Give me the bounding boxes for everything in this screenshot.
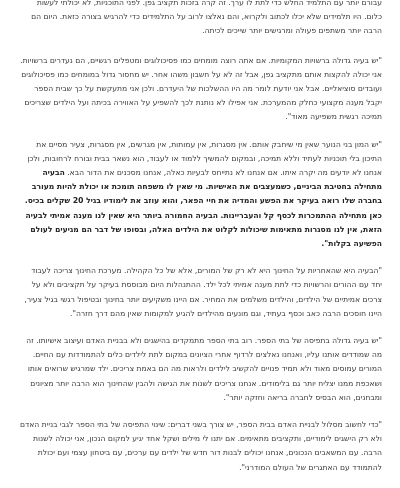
paragraph-text: "יש בעיה גדולה בתפיסה של בתי הספר. רוב בתי הספר מתמקדים בהישגים ולא בבניית האדם ועיצוב אישיותו. זה מה שמודדים אותנו עליו, ואנחנו נאלצים לרדוף אחרי הציונים במקום לתת לילדים כלים להתמודדות עם החיים. המורים עמוסים מאוד ולא תמיד פנויים להקשיב לילדים ולראות מה הם באמת צריכים. ילד שמרגיש שרואים אותו ושאכפת ממנו יצליח יותר גם בלימודים. אנחנו צריכים לשנות את הגישה ולהבין שהחינוך הוא הרבה יותר מציונים ומבחנים, הוא הבסיס לחברה בריאה וחזקה יותר". — [26, 336, 382, 402]
article-body — [18, 0, 382, 488]
paragraph-text: "הבעיה היא שהאחריות על החינוך היא לא רק של המורים, אלא של כל הקהילה. מערכת החינוך צריכה לעבוד יחד עם ההורים והרשויות כדי לתת מענה אמיתי לכל ילד. ההתנהלות היום מבוססת בעיקר על תקציבים ולא על צרכים אמיתיים של הילדים, והילדים משלמים את המחיר. אם היינו משקיעים יותר בחינוך ובטיפול רגשי בגיל צעיר, היינו חוסכים הרבה כאב וכסף בעתיד, וגם מונעים מהילדים להגיע למקומות שאין מהם דרך חזרה". — [24, 266, 382, 318]
paragraph-text: "כדי לחשוב מסלול לבניית האדם בבית הספר, יש צורך בשני דברים: שינוי התפיסה של בתי הספר לגבי בניית האדם ולא רק הישגים לימודיים, ותקציבים מתאימים. אם יתנו לי מילים ושקל אחד יגיע למקום הנכון, אני יכולה לשנות הרבה. עם המשאבים הנכונים, אנחנו יכולים לבנות דור חדש של ילדים עם ערכים, עם ביטחון עצמי ועם יכולת להתמודד עם האתגרים של העולם המודרני". — [20, 420, 382, 472]
paragraph — [18, 334, 382, 405]
paragraph-text: "יש המון בני הנוער שאין מי שיחבק אותם. אין מסגרות, אין עמותות, אין מגרשים, אין מסגרות, צעיר מסיים את התיכון בלי תוכניות לעתיד וללא תמיכה, ובמקום להמשיך ללמוד או לעבוד, הוא נשאר בבית ובורח לרחובות, ולכן אנחנו לא יודעים מה יקרה איתו. אם אנחנו לא נתייחס לבעיות כאלה, אנחנו מסכנים את הדור הבא. — [27, 139, 382, 178]
paragraph — [18, 138, 382, 252]
paragraph — [18, 54, 382, 125]
paragraph-text: עבורם יותר עם התלמיד החלש כדי לתת לו ערך. זה קרה בזכות תקציב גפן. לפני התוכניות, לא יכולתי לעשות כלום. היו תלמידים שלא יכלו לכתוב ולקרוא, והם נאלצו לרוב על התלמידים כדי להרגיש בצורה כזאת. היום הם הרבה יותר משתפים פעולה ומרגישים יותר שייכים לכיתה. — [31, 0, 382, 36]
emphasized-text: הבעיה מתחילה בחטיבת הביניים, כשמעצבים את האישיות. מי שאין לו משפחה תומכת או יכולת להיות מעורב בחברה שלו רואה בעיקר את הפשע והמדיה את חיי הפאר, והוא עוזב את לימודיו בגיל 20 שקלים בכיס. כאן מתחילה ההתמכרות לכסף קל והעבריינות. הבעיה החמורה ביותר היא שאין לנו מענה אמיתי לבעיה הזאת, אין לנו מסגרות מתאימות שיכולות לקלוט את הילדים האלה, ובסופו של דבר הם מגיעים לעולם הפשיעה בקלות". — [24, 168, 382, 249]
paragraph — [18, 0, 382, 39]
paragraph — [18, 264, 382, 321]
paragraph — [18, 418, 382, 475]
paragraph-text: "יש בעיה גדולה ברשויות המקומיות. אם אתה רוצה מומחים כמו פסיכולוגים ומטפלים רגשיים, הם נעדרים ברשויות. אני יכולה להקצות אותם מתקציב גפן, אבל זה לא על חשבון משהו אחר. יש מחסור גדול במומחים כמו פסיכולוגים ועובדים סוציאליים. אבל אני יודעת לומר מה היו ההשלכות של היעדרם. ולכן אני מתעקשת על כך שבית הספר יקבל מענה מקצועי כחלק מהמערכת. אני אפילו לא נותנת לכך להשפיע על האווירה בכיתה ועל הילדים שצריכים תמיכה רגשית משפיעה מאוד". — [20, 55, 382, 122]
